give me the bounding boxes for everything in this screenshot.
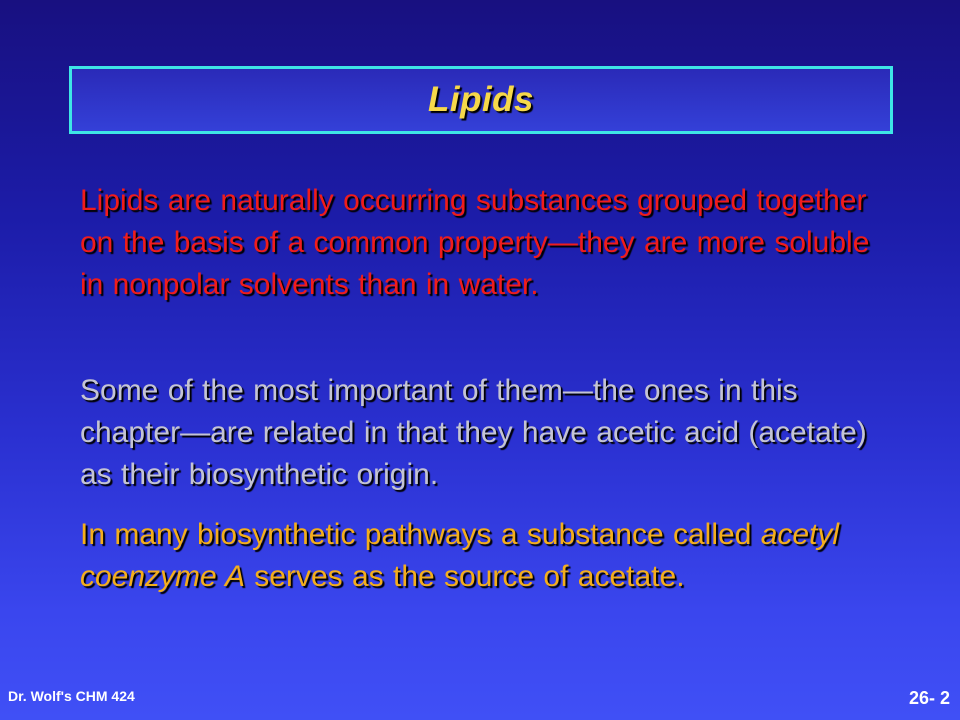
paragraph-acetyl-coa (80, 514, 880, 598)
paragraph-definition: Lipids are naturally occurring substances grouped together on the basis of a common property—they are more soluble in nonpolar solvents than in water. (80, 184, 870, 301)
slide-title: Lipids (427, 80, 535, 119)
title-box (69, 66, 893, 134)
slide-number: 26- 2 (908, 688, 950, 708)
paragraph-acetyl-coa-after: serves as the source of acetate. (244, 560, 685, 593)
course-footer: Dr. Wolf's CHM 424 (8, 688, 135, 704)
paragraph-acetate-origin: Some of the most important of them—the ones in this chapter—are related in that they have acetic acid (acetate) as their biosynthetic origin. (80, 374, 867, 491)
paragraph-acetyl-coa-before: In many biosynthetic pathways a substance called (80, 518, 761, 551)
acetyl-coenzyme-a-emphasis: acetyl coenzyme A (80, 518, 840, 593)
